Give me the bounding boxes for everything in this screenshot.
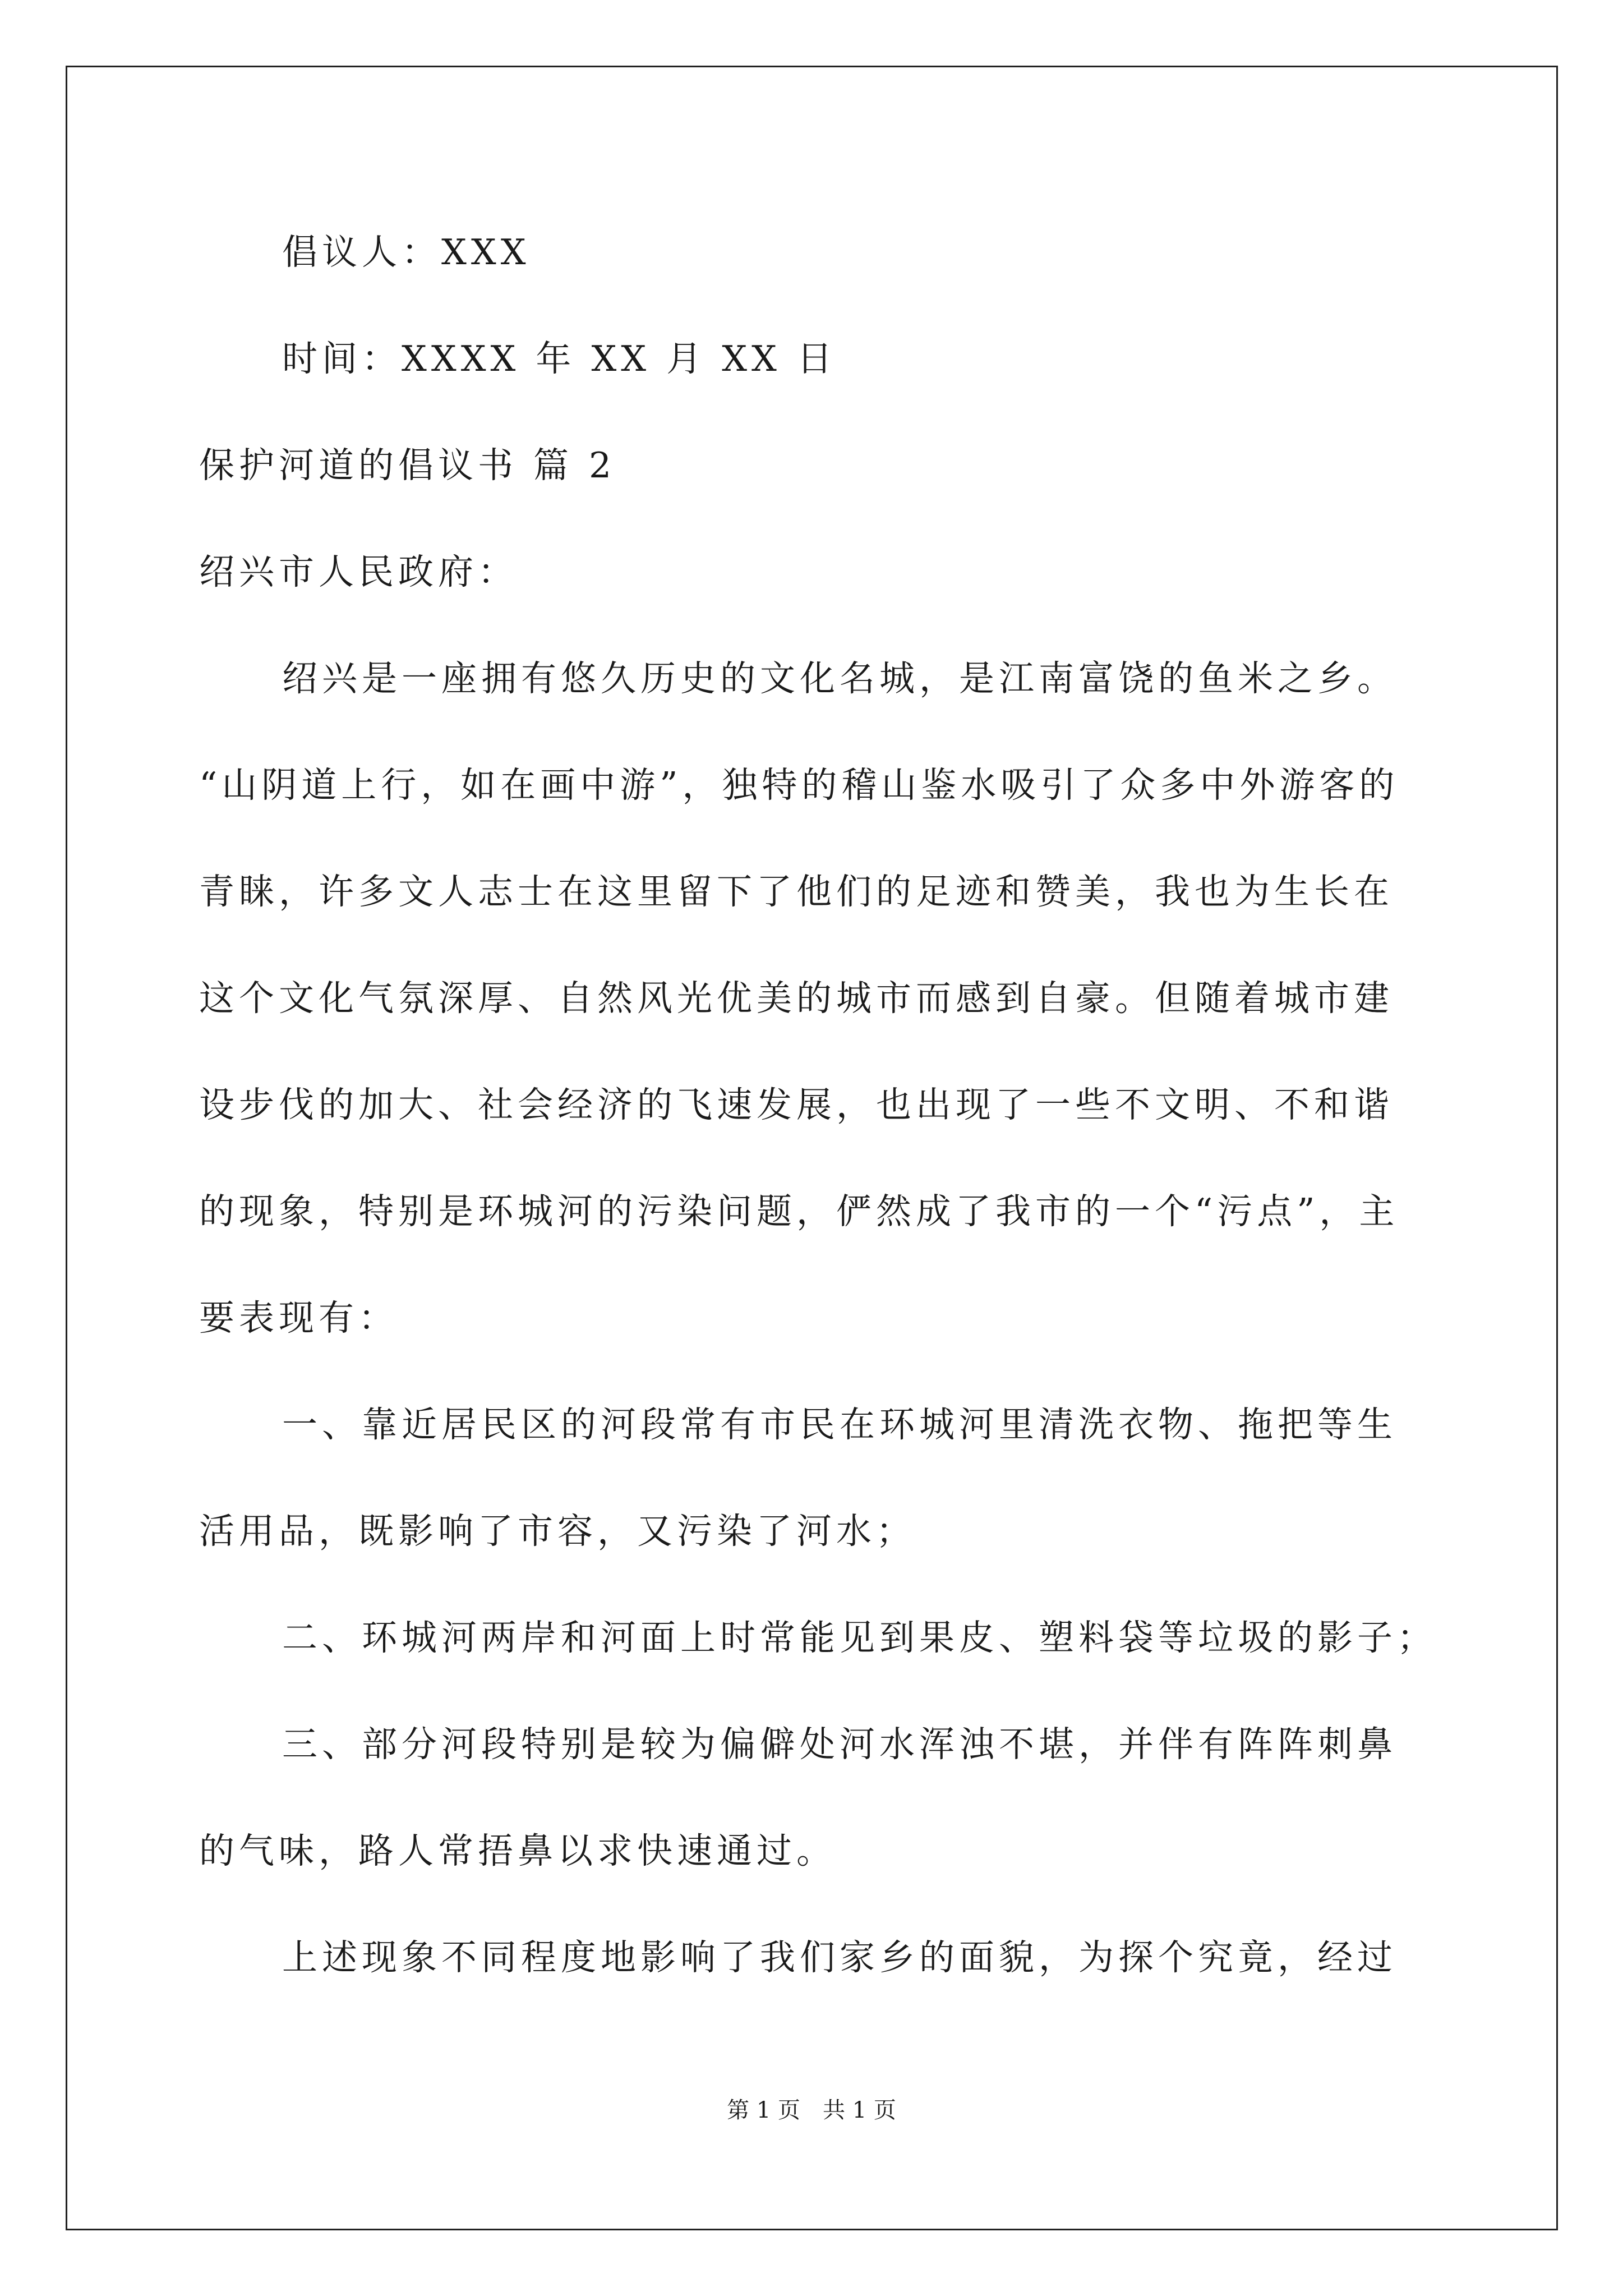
paragraph-line: “山阴道上行，如在画中游”，独特的稽山鉴水吸引了众多中外游客的 [199,765,1399,806]
salutation-line: 绍兴市人民政府： [199,551,518,592]
paragraph-line: 三、部分河段特别是较为偏僻处河水浑浊不堪，并伴有阵阵刺鼻 [282,1724,1397,1765]
paragraph-line: 的气味，路人常捂鼻以求快速通过。 [199,1830,836,1871]
paragraph-line: 的现象，特别是环城河的污染问题，俨然成了我市的一个“污点”，主 [199,1191,1399,1232]
paragraph-line: 这个文化气氛深厚、自然风光优美的城市而感到自豪。但随着城市建 [199,978,1394,1019]
paragraph-line: 上述现象不同程度地影响了我们家乡的面貌，为探个究竟，经过 [282,1937,1397,1978]
paragraph-line: 一、靠近居民区的河段常有市民在环城河里清洗衣物、拖把等生 [282,1404,1397,1445]
paragraph-line: 要表现有： [199,1297,398,1338]
paragraph-line: 设步伐的加大、社会经济的飞速发展，也出现了一些不文明、不和谐 [199,1084,1394,1125]
signatory-line: 倡议人：XXX [282,232,531,273]
section-heading: 保护河道的倡议书 篇 2 [199,445,616,486]
page-border [66,66,1558,2230]
date-line: 时间：XXXX 年 XX 月 XX 日 [282,338,837,379]
paragraph-line: 绍兴是一座拥有悠久历史的文化名城，是江南富饶的鱼米之乡。 [282,658,1397,699]
paragraph-line: 青睐，许多文人志士在这里留下了他们的足迹和赞美，我也为生长在 [199,871,1394,912]
paragraph-line: 活用品，既影响了市容，又污染了河水； [199,1511,916,1552]
paragraph-line: 二、环城河两岸和河面上时常能见到果皮、塑料袋等垃圾的影子； [282,1617,1437,1658]
page-footer: 第 1 页 共 1 页 [727,2097,896,2123]
